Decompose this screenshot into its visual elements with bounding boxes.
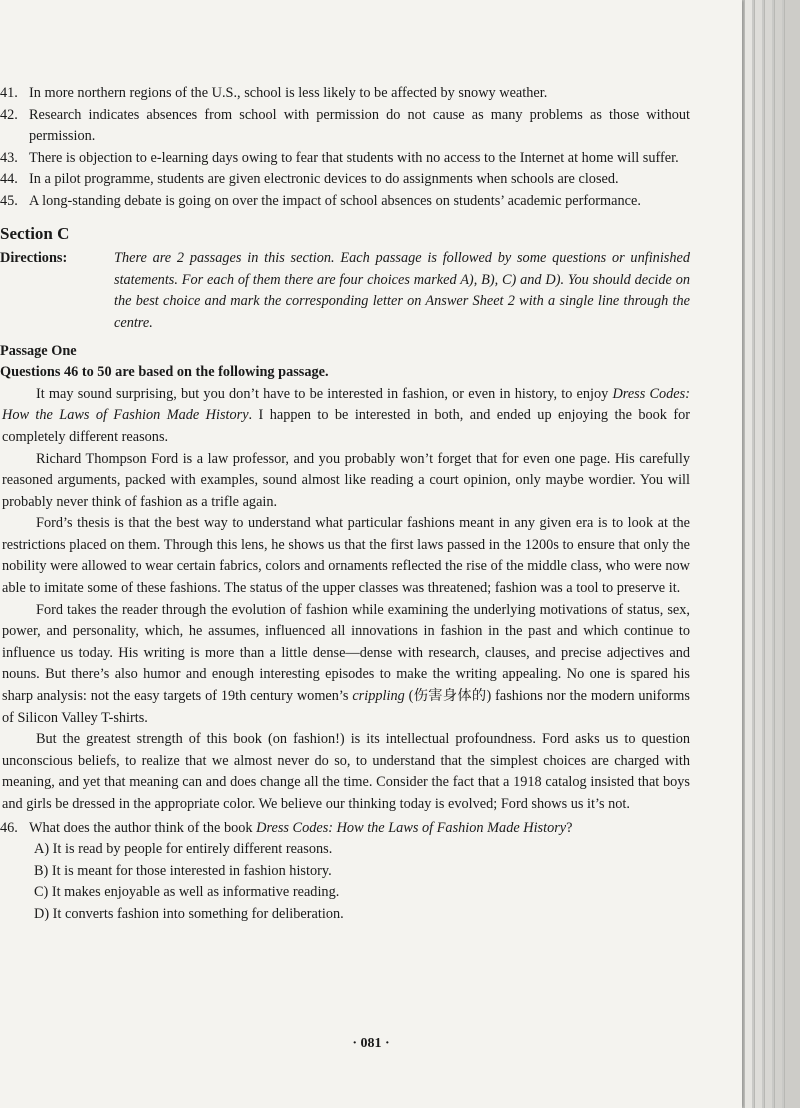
book-title: Dress Codes: How the Laws of Fashion Made History	[256, 819, 567, 836]
statement-44	[0, 169, 690, 191]
option-d: D) It converts fashion into something for deliberation.	[34, 905, 344, 922]
passage-paragraph-3: Ford’s thesis is that the best way to understand what particular fashions meant in any given era is to look at the restrictions placed on them. Through this lens, he shows us that the first laws passed in the 1200s to ensure that only the nobility were allowed to wear certain fabrics, colors and ornaments reflected the rise of the middle class, who were now able to imitate some of these fashions. The status of the upper classes was threatened; fashion was a tool to preserve it.	[2, 515, 690, 597]
page-edge	[764, 0, 772, 1108]
passage-paragraph-1	[0, 384, 690, 449]
answer-options	[0, 839, 690, 925]
statement-number: 44.	[0, 171, 18, 188]
question-46	[0, 818, 690, 840]
question-stem: What does the author think of the book	[29, 819, 257, 836]
option-a: A) It is read by people for entirely different reasons.	[34, 841, 333, 858]
question-number: 46.	[0, 819, 18, 836]
statement-text: A long-standing debate is going on over the impact of school absences on students’ academic performance.	[29, 192, 641, 209]
statement-text: Research indicates absences from school with permission do not cause as many problems as those without permission.	[29, 106, 690, 145]
statement-41	[0, 83, 690, 105]
paragraph-text: fashions nor the modern uniforms of Silicon Valley T-shirts.	[2, 688, 690, 726]
statement-text: In a pilot programme, students are given electronic devices to do assignments when schools are closed.	[29, 171, 619, 188]
statement-number: 41.	[0, 85, 18, 101]
passage-paragraph-4	[0, 600, 690, 730]
paragraph-text: . I happen to be interested in both, and ended up enjoying the book for completely different reasons.	[2, 407, 690, 445]
statement-number: 45.	[0, 192, 18, 209]
question-stem-end: ?	[566, 819, 573, 836]
questions-heading: Questions 46 to 50 are based on the following passage.	[0, 364, 329, 381]
section-title: Section C	[0, 223, 70, 243]
statement-text: In more northern regions of the U.S., school is less likely to be affected by snowy weather.	[29, 85, 548, 101]
directions-text: There are 2 passages in this section. Each passage is followed by some questions or unfinished statements. For each of them there are four choices marked A), B), C) and D). You should decide on the best choice and mark the corresponding letter on Answer Sheet 2 with a single line through the centre.	[114, 250, 690, 331]
statement-text: There is objection to e-learning days owing to fear that students with no access to the Internet at home will suffer.	[29, 149, 679, 166]
statement-number: 42.	[0, 106, 18, 123]
statement-42	[0, 105, 690, 148]
statement-number: 43.	[0, 149, 18, 166]
option-b: B) It is meant for those interested in fashion history.	[34, 862, 332, 879]
passage-title: Passage One	[0, 342, 77, 359]
passage-paragraph-5: But the greatest strength of this book (on fashion!) is its intellectual profoundness. Ford asks us to question unconscious beliefs, to realize that we almost never do so, to understand that the simplest choices are charged with meaning, and yet that meaning can and does change all the time. Consider the fact that a 1918 catalog insisted that boys and girls be dressed in the appropriate color. We believe our thinking today is evolved; Ford shows us it’s not.	[2, 731, 690, 812]
passage-paragraph-2: Richard Thompson Ford is a law professor, and you probably won’t forget that for even one page. His carefully reasoned arguments, packed with examples, sound almost like reading a court opinion, only maybe wordier. You will probably never think of fashion as a trifle again.	[2, 450, 690, 510]
paragraph-text: It may sound surprising, but you don’t have to be interested in fashion, or even in history, to enjoy	[36, 385, 613, 402]
page-edge	[744, 0, 752, 1108]
option-c: C) It makes enjoyable as well as informative reading.	[34, 884, 340, 901]
page-edge	[774, 0, 782, 1108]
paragraph-text: Ford takes the reader through the evolution of fashion while examining the underlying motivations of status, sex, power, and personality, which, he assumes, influenced all innovations in fashion in the past and which continue to influence us today. His writing is more than a little dense—dense with research, clauses, and precise adjectives and nouns. But there’s also humor and enough interesting episodes to make the writing appealing. No one is spared his sharp analysis: not the easy targets of 19th century women’s	[2, 601, 690, 705]
directions-label: Directions:	[0, 250, 68, 267]
page-edge	[784, 0, 800, 1108]
statement-45	[0, 191, 690, 213]
page-edge	[754, 0, 762, 1108]
statement-43	[0, 148, 690, 170]
gloss: (伤害身体的)	[404, 688, 492, 705]
page-number: · 081 ·	[352, 1036, 390, 1051]
glossed-word: crippling	[352, 688, 405, 705]
book-title: Dress Codes: How the Laws of Fashion Made History	[2, 385, 690, 424]
directions	[0, 248, 690, 334]
page-content	[0, 83, 690, 926]
